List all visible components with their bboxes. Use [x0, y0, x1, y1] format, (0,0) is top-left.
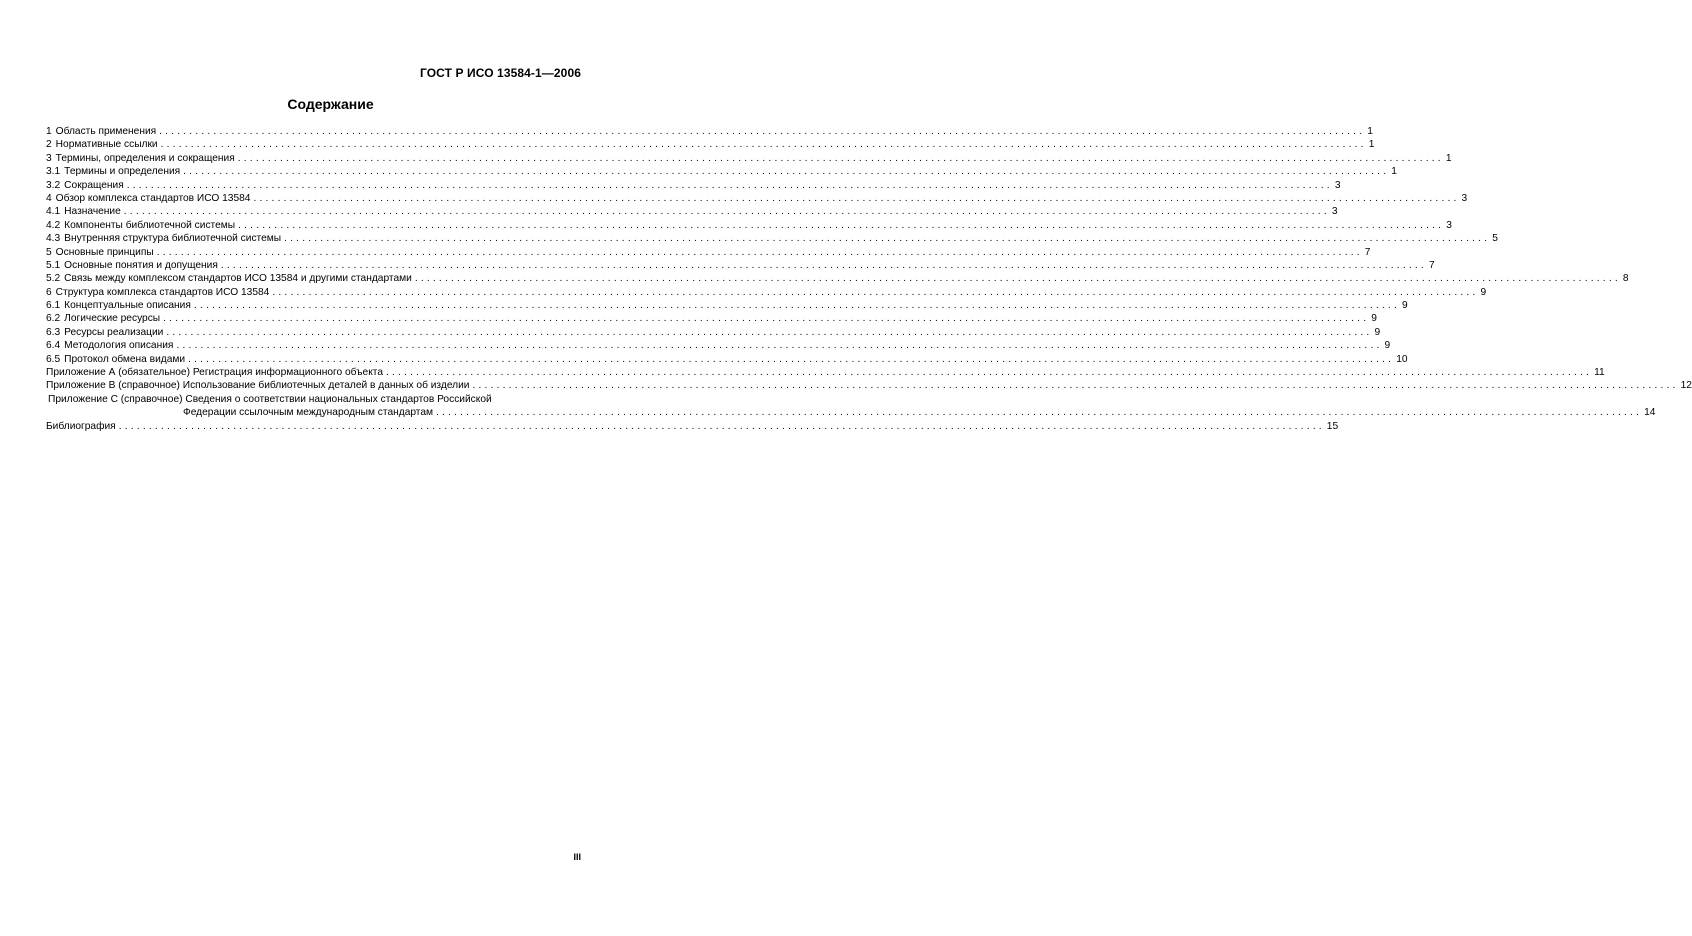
toc-entry[interactable] — [46, 353, 1408, 366]
toc-entry-number: 4 — [46, 192, 52, 204]
toc-entry-number: 2 — [46, 139, 52, 151]
toc-entry-title: Федерации ссылочным международным стандартам — [183, 407, 434, 419]
toc-entry[interactable] — [46, 125, 1373, 138]
toc-entry-title: Основные понятия и допущения — [64, 259, 218, 271]
toc-entry[interactable] — [46, 138, 1375, 151]
toc-leader-dots: ........................................................................................................................................................................................................ — [123, 206, 1330, 218]
toc-entry-number: 6 — [46, 286, 52, 298]
table-of-contents — [46, 125, 1692, 433]
toc-entry[interactable] — [46, 165, 1397, 178]
toc-leader-dots: ........................................................................................................................................................................................................ — [193, 300, 1400, 312]
toc-entry-page: 12 — [1680, 380, 1692, 392]
toc-leader-dots: ........................................................................................................................................................................................................ — [238, 219, 1445, 231]
toc-entry-page: 9 — [1401, 300, 1408, 312]
toc-entry[interactable] — [46, 286, 1487, 299]
toc-leader-dots: ........................................................................................................................................................................................................ — [220, 259, 1427, 271]
toc-leader-dots: ........................................................................................................................................................................................................ — [253, 192, 1460, 204]
toc-entry[interactable] — [46, 179, 1341, 192]
toc-entry[interactable] — [46, 246, 1371, 259]
toc-entry-title: Концептуальные описания — [64, 300, 191, 312]
toc-entry-page: 3 — [1461, 192, 1468, 204]
toc-entry-page: 11 — [1594, 367, 1605, 379]
toc-entry-title: Термины, определения и сокращения — [55, 152, 235, 164]
toc-entry-bibliography[interactable] — [46, 420, 1339, 433]
toc-entry-title: Протокол обмена видами — [64, 353, 186, 365]
toc-entry-page: 3 — [1446, 219, 1452, 231]
toc-entry-page: 1 — [1368, 139, 1375, 151]
toc-entry[interactable] — [46, 192, 1468, 205]
toc-entry-number: 1 — [46, 125, 52, 137]
toc-entry-number: 6.5 — [46, 353, 61, 365]
toc-entry-number: 4.2 — [46, 219, 61, 231]
toc-entry-page: 14 — [1644, 407, 1656, 419]
toc-leader-dots: ........................................................................................................................................................................................................ — [166, 326, 1373, 338]
toc-entry[interactable] — [46, 259, 1435, 272]
toc-leader-dots: ........................................................................................................................................................................................................ — [237, 152, 1444, 164]
toc-entry-page: 9 — [1480, 286, 1487, 298]
toc-entry-title: Компоненты библиотечной системы — [64, 219, 236, 231]
toc-title: Содержание — [287, 96, 374, 112]
toc-entry-number: 3.2 — [46, 179, 61, 191]
toc-leader-dots: ........................................................................................................................................................................................................ — [385, 367, 1593, 379]
toc-entry-number: 6.4 — [46, 340, 61, 352]
toc-leader-dots: ........................................................................................................................................................................................................ — [188, 353, 1395, 365]
toc-entry-page: 5 — [1492, 233, 1498, 245]
toc-entry-page: 8 — [1622, 273, 1629, 285]
toc-entry-title: Связь между комплексом стандартов ИСО 13584 и другими стандартами — [64, 273, 412, 285]
toc-entry-number: 6.3 — [46, 326, 61, 338]
toc-entry-title: Методология описания — [64, 340, 174, 352]
toc-entry-page: 9 — [1384, 340, 1391, 352]
toc-leader-dots: ........................................................................................................................................................................................................ — [176, 340, 1383, 352]
toc-leader-dots: ........................................................................................................................................................................................................ — [272, 286, 1479, 298]
toc-leader-dots: ........................................................................................................................................................................................................ — [156, 246, 1363, 258]
toc-entry-appendix-c[interactable] — [46, 393, 584, 406]
toc-entry-page: 15 — [1326, 420, 1339, 432]
toc-entry[interactable] — [46, 272, 1629, 285]
toc-entry-page: 3 — [1334, 179, 1341, 191]
toc-leader-dots: ........................................................................................................................................................................................................ — [118, 420, 1325, 432]
toc-entry-page: 10 — [1396, 353, 1408, 365]
toc-entry-title: Приложение А (обязательное) Регистрация информационного объекта — [46, 367, 383, 379]
toc-entry[interactable] — [46, 379, 1692, 392]
toc-leader-dots: ........................................................................................................................................................................................................ — [163, 313, 1370, 325]
toc-entry-title: Нормативные ссылки — [55, 139, 158, 151]
toc-entry-title: Ресурсы реализации — [64, 326, 164, 338]
toc-entry-page: 9 — [1374, 326, 1381, 338]
toc-entry-title: Приложение В (справочное) Использование библиотечных деталей в данных об изделии — [46, 380, 470, 392]
toc-entry[interactable] — [46, 299, 1408, 312]
toc-leader-dots: ........................................................................................................................................................................................................ — [414, 273, 1621, 285]
toc-entry-number: 4.3 — [46, 233, 61, 245]
toc-entry[interactable] — [46, 339, 1391, 352]
toc-entry-number: 5.1 — [46, 259, 61, 271]
toc-entry-page: 1 — [1367, 125, 1373, 137]
toc-entry-title: Назначение — [64, 206, 121, 218]
toc-entry-page: 1 — [1391, 166, 1397, 178]
document-header: ГОСТ Р ИСО 13584-1—2006 — [419, 66, 581, 80]
toc-entry-number: 6.1 — [46, 300, 61, 312]
toc-entry[interactable] — [46, 326, 1381, 339]
toc-entry[interactable] — [46, 366, 1605, 379]
toc-entry-page: 9 — [1371, 313, 1377, 325]
toc-leader-dots: ........................................................................................................................................................................................................ — [183, 166, 1390, 178]
page-number: III — [573, 852, 581, 862]
toc-entry-title: Основные принципы — [55, 246, 154, 258]
toc-entry[interactable] — [46, 152, 1452, 165]
toc-entry-page: 7 — [1364, 246, 1371, 258]
toc-entry-number: 4.1 — [46, 206, 61, 218]
toc-entry-page: 1 — [1445, 152, 1452, 164]
toc-entry-title: Обзор комплекса стандартов ИСО 13584 — [55, 192, 251, 204]
toc-entry-title: Приложение С (справочное) Сведения о соответствии национальных стандартов Российской — [48, 393, 492, 405]
toc-entry-page: 3 — [1331, 206, 1338, 218]
toc-leader-dots: ........................................................................................................................................................................................................ — [436, 407, 1643, 419]
toc-entry[interactable] — [46, 232, 1498, 245]
toc-entry-number: 5.2 — [46, 273, 61, 285]
toc-entry-title: Сокращения — [64, 179, 124, 191]
toc-entry-number: 6.2 — [46, 313, 61, 325]
toc-entry-page: 7 — [1428, 259, 1435, 271]
toc-leader-dots: ........................................................................................................................................................................................................ — [159, 125, 1366, 137]
toc-entry-number: 3 — [46, 152, 52, 164]
toc-entry-appendix-c-continued[interactable] — [46, 406, 1656, 419]
toc-leader-dots: ........................................................................................................................................................................................................ — [160, 139, 1367, 151]
toc-entry-title: Термины и определения — [64, 166, 181, 178]
toc-entry[interactable] — [46, 312, 1377, 325]
toc-entry-title: Область применения — [55, 125, 157, 137]
toc-entry-number: 3.1 — [46, 166, 61, 178]
toc-entry-title: Логические ресурсы — [64, 313, 161, 325]
toc-entry-title: Библиография — [46, 420, 116, 432]
toc-leader-dots: ........................................................................................................................................................................................................ — [284, 233, 1491, 245]
toc-entry[interactable] — [46, 205, 1338, 218]
toc-entries — [46, 125, 1692, 393]
toc-entry-title: Структура комплекса стандартов ИСО 13584 — [55, 286, 270, 298]
toc-entry[interactable] — [46, 219, 1452, 232]
toc-leader-dots: ........................................................................................................................................................................................................ — [126, 179, 1333, 191]
toc-entry-title: Внутренняя структура библиотечной системы — [64, 233, 282, 245]
toc-leader-dots: ........................................................................................................................................................................................................ — [472, 380, 1679, 392]
toc-entry-number: 5 — [46, 246, 52, 258]
